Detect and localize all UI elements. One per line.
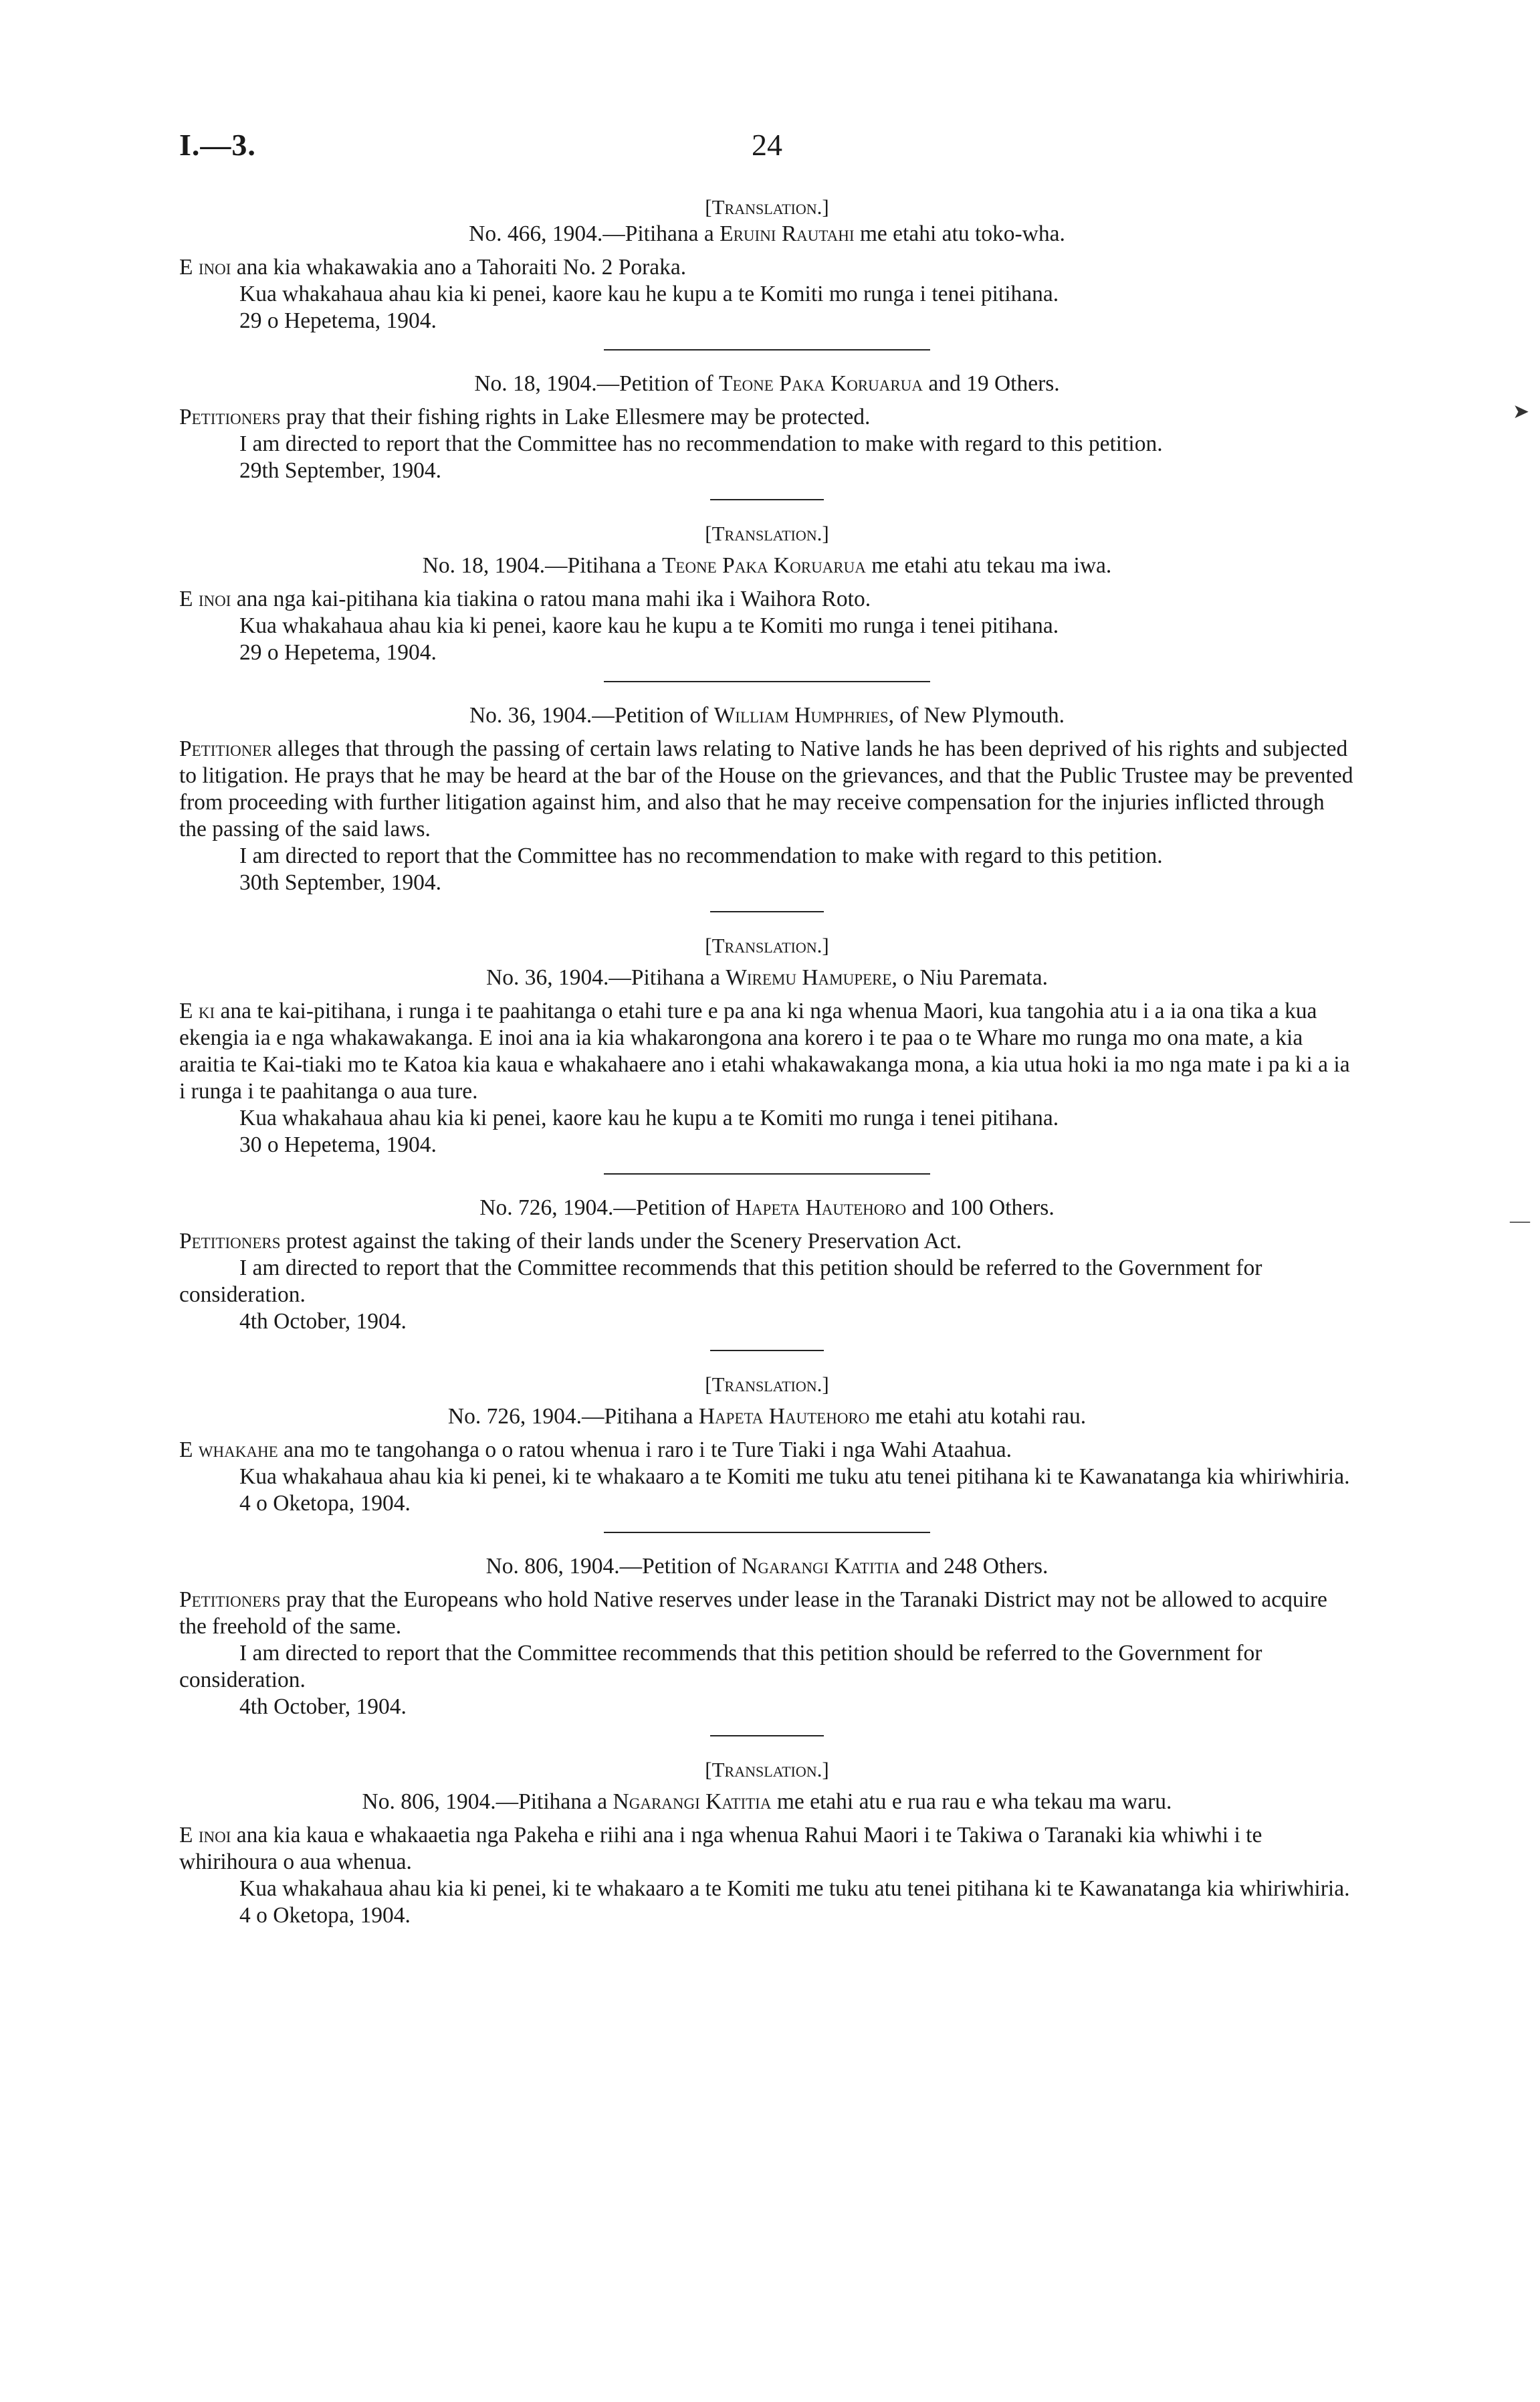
title-prefix: No. 18, 1904.—Petition of <box>474 371 720 396</box>
statement-text: ana kia kaua e whakaaetia nga Pakeha e riihi ana i nga whenua Rahui Maori i te Takiwa o Taranaki kia whiwhi i te whirihoura o aua whenua. <box>179 1823 1262 1874</box>
translation-label: [Translation.] <box>705 1758 829 1781</box>
statement-text: pray that the Europeans who hold Native reserves under lease in the Taranaki District may not be allowed to acquire the freehold of the same. <box>179 1587 1327 1639</box>
petitioner-name: Eruini Rautahi <box>720 221 855 246</box>
margin-arrow-mark: ➤ <box>1513 401 1530 423</box>
title-prefix: No. 18, 1904.—Pitihana a <box>422 553 662 578</box>
petition-statement <box>179 254 1355 281</box>
petition-entry <box>179 702 1355 912</box>
petition-statement <box>179 586 1355 613</box>
committee-report: I am directed to report that the Committee has no recommendation to make with regard to this petition. <box>239 431 1163 456</box>
statement-lead: E inoi <box>179 255 231 280</box>
statement-text: alleges that through the passing of certain laws relating to Native lands he has been deprived of his rights and subjected to litigation. He prays that he may be heard at the bar of the House on the grievances, and that the Public Trustee may be prevented from proceeding with further litigation against him, and also that he may receive compensation for the injuries inflicted through the passing of the said laws. <box>179 736 1353 841</box>
petition-statement <box>179 1437 1355 1464</box>
petitioner-name: Ngarangi Katitia <box>742 1554 900 1579</box>
statement-text: ana mo te tangohanga o o ratou whenua i raro i te Ture Tiaki i nga Wahi Ataahua. <box>278 1437 1012 1462</box>
committee-report: Kua whakahaua ahau kia ki penei, ki te whakaaro a te Komiti me tuku atu tenei pitihana ki te Kawanatanga kia whiriwhiria. <box>239 1464 1350 1489</box>
petition-body <box>179 1228 1355 1335</box>
petition-entry <box>179 1371 1355 1533</box>
petition-body <box>179 1437 1355 1517</box>
title-suffix: me etahi atu tekau ma iwa. <box>865 553 1112 578</box>
petition-statement <box>179 736 1355 843</box>
petition-entry <box>179 932 1355 1175</box>
statement-text: protest against the taking of their lands under the Scenery Preservation Act. <box>280 1229 962 1254</box>
section-divider <box>604 1173 930 1175</box>
translation-label: [Translation.] <box>705 522 829 545</box>
committee-report: Kua whakahaua ahau kia ki penei, kaore kau he kupu a te Komiti mo runga i tenei pitihana. <box>239 613 1059 638</box>
title-prefix: No. 726, 1904.—Petition of <box>479 1195 736 1220</box>
petition-statement <box>179 404 1355 431</box>
statement-lead: Petitioners <box>179 1229 281 1254</box>
petitioner-name: Hapeta Hautehoro <box>735 1195 907 1220</box>
title-prefix: No. 806, 1904.—Petition of <box>485 1554 742 1579</box>
committee-report: Kua whakahaua ahau kia ki penei, kaore kau he kupu a te Komiti mo runga i tenei pitihana. <box>239 1106 1059 1130</box>
document-reference: I.—3. <box>179 128 256 162</box>
petition-entry <box>179 1757 1355 1929</box>
title-prefix: No. 466, 1904.—Pitihana a <box>469 221 720 246</box>
translation-label: [Translation.] <box>705 934 829 957</box>
petition-statement <box>179 1587 1355 1640</box>
section-divider <box>710 911 824 912</box>
petition-title <box>179 221 1355 247</box>
section-divider <box>710 1735 824 1736</box>
report-date: 29 o Hepetema, 1904. <box>239 640 437 665</box>
title-suffix: and 19 Others. <box>922 371 1060 396</box>
statement-lead: E whakahe <box>179 1437 278 1462</box>
committee-report: I am directed to report that the Committee recommends that this petition should be referred to the Government for consideration. <box>179 1641 1262 1692</box>
report-date: 29th September, 1904. <box>239 458 441 483</box>
report-date: 4 o Oketopa, 1904. <box>239 1491 411 1516</box>
section-divider <box>604 349 930 351</box>
petition-title <box>179 702 1355 729</box>
petition-body <box>179 998 1355 1159</box>
report-date: 30th September, 1904. <box>239 870 441 895</box>
statement-text: ana te kai-pitihana, i runga i te paahitanga o etahi ture e pa ana ki nga whenua Maori, kua tangohia atu i a ia ona tika a kua ekengia ia e nga whakawakanga. E inoi ana ia kia whakarongona ana korero i te paa o te Whare mo runga mo ona mate, a kia araitia te Kai-tiaki mo te Katoa kia kaua e whakahaere ano i etahi whakawakanga mona, a kia utua hoki ia mo nga mate i pa ki a ia i runga i te paahitanga o aua ture. <box>179 999 1350 1104</box>
title-suffix: me etahi atu e rua rau e wha tekau ma waru. <box>771 1789 1172 1814</box>
petitioner-name: William Humphries <box>713 703 889 728</box>
page-header <box>179 127 1355 174</box>
statement-lead: Petitioners <box>179 1587 281 1612</box>
title-suffix: and 248 Others. <box>899 1554 1049 1579</box>
title-suffix: and 100 Others. <box>906 1195 1055 1220</box>
committee-report: I am directed to report that the Committee recommends that this petition should be referred to the Government for consideration. <box>179 1256 1262 1307</box>
report-date: 4th October, 1904. <box>239 1309 407 1334</box>
petition-title <box>179 965 1355 991</box>
report-date: 4 o Oketopa, 1904. <box>239 1903 411 1928</box>
petition-statement <box>179 1822 1355 1876</box>
section-divider <box>604 1532 930 1533</box>
committee-report: Kua whakahaua ahau kia ki penei, ki te whakaaro a te Komiti me tuku atu tenei pitihana ki te Kawanatanga kia whiriwhiria. <box>239 1876 1350 1901</box>
petitioner-name: Wiremu Hamupere <box>726 965 892 990</box>
petition-entry <box>179 1195 1355 1351</box>
statement-lead: E inoi <box>179 587 231 611</box>
title-suffix: , of New Plymouth. <box>888 703 1065 728</box>
petitioner-name: Teone Paka Koruarua <box>719 371 923 396</box>
statement-lead: E inoi <box>179 1823 231 1847</box>
petitioner-name: Hapeta Hautehoro <box>698 1404 870 1429</box>
petition-entry <box>179 371 1355 500</box>
petition-entry <box>179 1553 1355 1736</box>
petition-title <box>179 553 1355 579</box>
petitions-content <box>179 194 1355 1929</box>
statement-lead: Petitioners <box>179 405 281 429</box>
statement-lead: Petitioner <box>179 736 272 761</box>
committee-report: I am directed to report that the Committee has no recommendation to make with regard to this petition. <box>239 843 1163 868</box>
title-prefix: No. 36, 1904.—Pitihana a <box>486 965 726 990</box>
title-suffix: me etahi atu kotahi rau. <box>869 1404 1087 1429</box>
title-suffix: me etahi atu toko-wha. <box>854 221 1065 246</box>
petition-entry <box>179 194 1355 351</box>
title-suffix: , o Niu Paremata. <box>891 965 1048 990</box>
petition-statement <box>179 1228 1355 1255</box>
statement-text: pray that their fishing rights in Lake Ellesmere may be protected. <box>280 405 871 429</box>
committee-report: Kua whakahaua ahau kia ki penei, kaore kau he kupu a te Komiti mo runga i tenei pitihana. <box>239 282 1059 306</box>
petition-body <box>179 1822 1355 1929</box>
title-prefix: No. 806, 1904.—Pitihana a <box>362 1789 613 1814</box>
report-date: 4th October, 1904. <box>239 1694 407 1719</box>
petition-title <box>179 371 1355 397</box>
page-number: 24 <box>752 128 782 162</box>
report-date: 29 o Hepetema, 1904. <box>239 308 437 333</box>
section-divider <box>604 681 930 682</box>
petition-title <box>179 1789 1355 1815</box>
petitioner-name: Ngarangi Katitia <box>613 1789 772 1814</box>
title-prefix: No. 36, 1904.—Petition of <box>469 703 714 728</box>
petitioner-name: Teone Paka Koruarua <box>661 553 866 578</box>
margin-dash-mark: — <box>1510 1209 1530 1231</box>
translation-label: [Translation.] <box>705 1373 829 1396</box>
petition-body <box>179 404 1355 484</box>
statement-lead: E ki <box>179 999 215 1023</box>
petition-body <box>179 1587 1355 1720</box>
section-divider <box>710 1350 824 1351</box>
translation-label: [Translation.] <box>705 195 829 219</box>
petition-statement <box>179 998 1355 1105</box>
petition-title <box>179 1553 1355 1580</box>
petition-title <box>179 1403 1355 1430</box>
report-date: 30 o Hepetema, 1904. <box>239 1132 437 1157</box>
petition-body <box>179 736 1355 896</box>
statement-text: ana kia whakawakia ano a Tahoraiti No. 2 Poraka. <box>231 255 687 280</box>
title-prefix: No. 726, 1904.—Pitihana a <box>447 1404 699 1429</box>
section-divider <box>710 499 824 500</box>
petition-title <box>179 1195 1355 1221</box>
petition-entry <box>179 520 1355 682</box>
petition-body <box>179 254 1355 334</box>
petition-body <box>179 586 1355 666</box>
statement-text: ana nga kai-pitihana kia tiakina o ratou mana mahi ika i Waihora Roto. <box>231 587 871 611</box>
